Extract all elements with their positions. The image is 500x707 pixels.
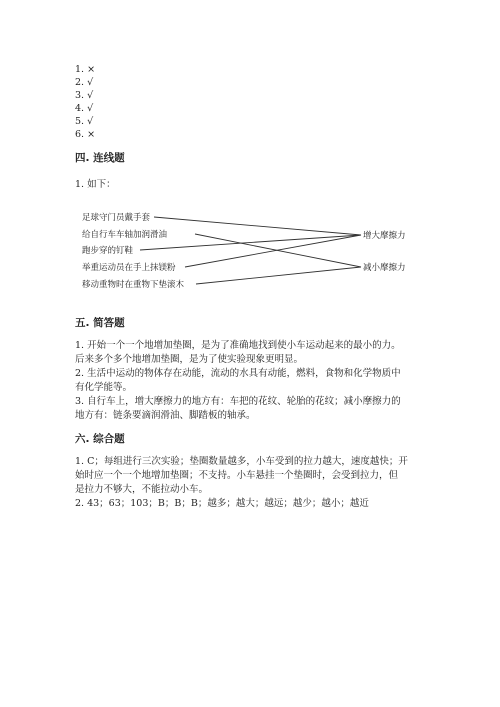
section5-line-4: 有化学能等。 [75,382,133,393]
answer-2: 2. √ [75,77,94,88]
section6-line-4: 2. 43；63；103；B；B；B；越多；越大；越远；越少；越小；越近 [75,498,369,509]
section6-line-1: 1. C；每组进行三次实验；垫圈数量越多，小车受到的拉力越大，速度越快；开 [75,456,408,467]
connector-line [140,235,361,250]
matching-diagram [78,205,423,295]
connector-line [196,267,361,284]
section5-line-6: 地方有：链条要滴润滑油、脚踏板的轴承。 [75,410,256,421]
connector-line [154,217,361,235]
section5-line-2: 后来多个多个地增加垫圈，是为了使实验现象更明显。 [75,354,304,365]
section4-intro: 1. 如下： [75,179,116,190]
answer-4: 4. √ [75,103,94,114]
left-item: 足球守门员戴手套 [82,213,151,223]
answer-6: 6. × [75,129,96,140]
section5-heading: 五. 简答题 [75,317,125,329]
section5-line-1: 1. 开始一个一个地增加垫圈，是为了准确地找到使小车运动起来的最小的力。 [75,340,401,351]
answer-3: 3. √ [75,90,94,101]
answer-1: 1. × [75,64,96,75]
answer-5: 5. √ [75,116,94,127]
left-item: 给自行车车轴加润滑油 [82,230,168,240]
left-item: 举重运动员在手上抹镁粉 [82,263,176,273]
right-item: 减小摩擦力 [363,263,406,273]
section6-heading: 六. 综合题 [75,433,125,445]
section4-heading: 四. 连线题 [75,152,125,164]
section5-line-5: 3. 自行车上，增大摩擦力的地方有：车把的花纹、轮胎的花纹；减小摩擦力的 [75,396,401,407]
section6-line-2: 始时应一个一个地增加垫圈；不支持。小车悬挂一个垫圈时，会受到拉力，但 [75,470,399,481]
section6-line-3: 是拉力不够大，不能拉动小车。 [75,484,209,495]
left-item: 移动重物时在重物下垫滚木 [82,280,185,290]
section5-line-3: 2. 生活中运动的物体存在动能，流动的水具有动能，燃料，食物和化学物质中 [75,368,401,379]
right-item: 增大摩擦力 [363,231,406,241]
left-item: 跑步穿的钉鞋 [82,246,134,256]
